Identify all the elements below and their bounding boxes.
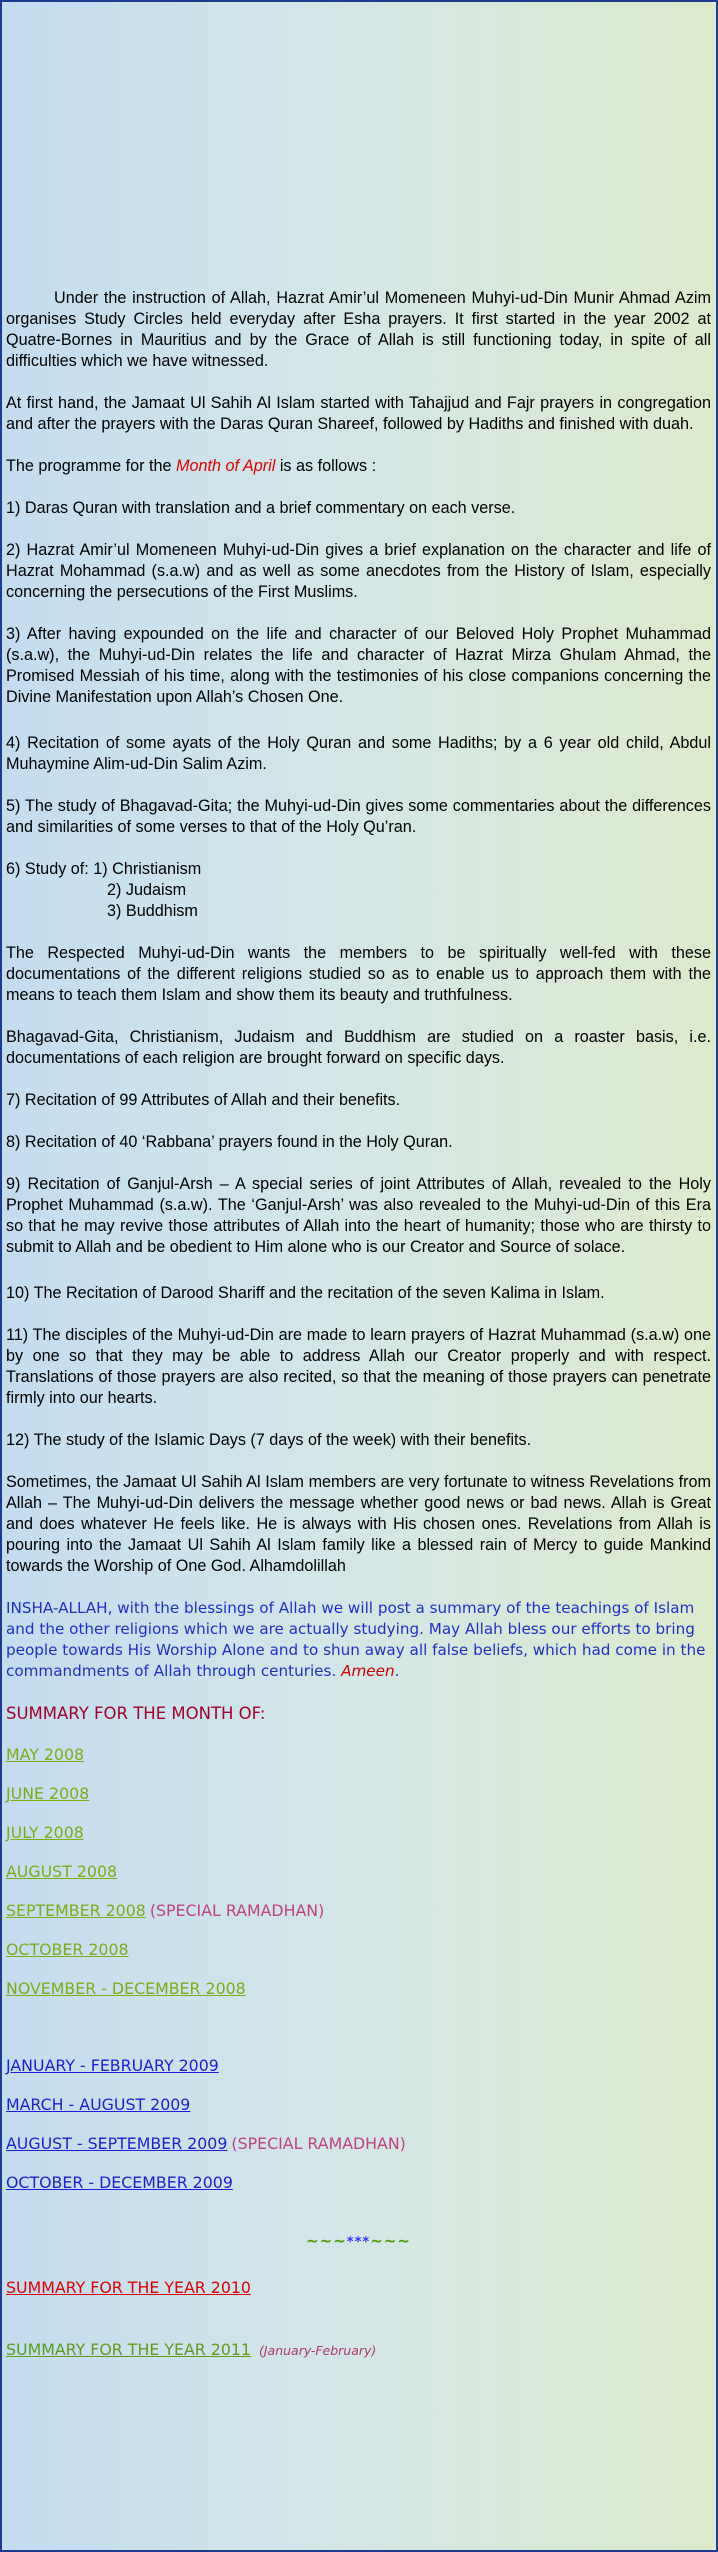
link-may-2008[interactable]: MAY 2008: [6, 1745, 85, 1764]
item-3: 3) After having expounded on the life and character of our Beloved Holy Prophet Muhammad (s.a.w), the Muhyi-ud-Din relates the life and character of Hazrat Mirza Ghulam Ahmad, the Promised Messiah of his time, along with the testimonies of his close companions concerning the Divine Manifestation upon Allah’s Chosen One.: [6, 625, 711, 706]
revelations-paragraph: Sometimes, the Jamaat Ul Sahih Al Islam members are very fortunate to witness Revelations from Allah – The Muhyi-ud-Din delivers the message whether good news or bad news. Allah is Great and does whatever He feels like. He is always with His chosen ones. Revelations from Allah is pouring into the Jamaat Ul Sahih Al Islam family like a blessed rain of Mercy to guide Mankind towards the Worship of One God. Alhamdolillah: [6, 1473, 711, 1575]
programme-prefix: The programme for the: [6, 457, 177, 475]
divider-tildes-left: ~~~: [306, 2232, 347, 2250]
link-year-2011[interactable]: SUMMARY FOR THE YEAR 2011: [6, 2340, 251, 2359]
link-row: [6, 2133, 711, 2172]
link-july-2008[interactable]: JULY 2008: [6, 1823, 84, 1842]
ornament-divider: [6, 2231, 711, 2253]
link-row: [6, 1900, 711, 1939]
item-5: 5) The study of Bhagavad-Gita; the Muhyi-ud-Din gives some commentaries about the differences and similarities of some verses to that of the Holy Qu’ran.: [6, 797, 711, 836]
ameen-text: Ameen: [341, 1662, 395, 1680]
item-6-line-1: 6) Study of: 1) Christianism: [6, 860, 202, 878]
link-row: [6, 2277, 711, 2339]
item-9: 9) Recitation of Ganjul-Arsh – A special series of joint Attributes of Allah, revealed to the Holy Prophet Muhammad (s.a.w). The ‘Ganjul-Arsh’ was also revealed to the Muhyi-ud-Din of this Era so that he may revive those attributes of Allah into the heart of humanity; those who are thirsty to submit to Allah and be obedient to Him alone who is our Creator and Source of solace.: [6, 1175, 711, 1256]
item-12: 12) The study of the Islamic Days (7 days of the week) with their benefits.: [6, 1431, 532, 1449]
item-8: 8) Recitation of 40 ‘Rabbana’ prayers found in the Holy Quran.: [6, 1133, 453, 1151]
link-row: [6, 1861, 711, 1900]
roaster-paragraph: Bhagavad-Gita, Christianism, Judaism and Buddhism are studied on a roaster basis, i.e. documentations of each religion are brought forward on specific days.: [6, 1028, 711, 1067]
item-6: [6, 859, 711, 922]
insha-text: INSHA-ALLAH, with the blessings of Allah we will post a summary of the teachings of Islam and the other religions which we are actually studying. May Allah bless our efforts to bring people towards His Worship Alone and to shun away all false beliefs, which had come in the commandments of Allah through centuries.: [6, 1599, 706, 1680]
special-ramadhan-note: (SPECIAL RAMADHAN): [231, 2134, 406, 2153]
link-row: [6, 1783, 711, 1822]
first-hand-paragraph: At first hand, the Jamaat Ul Sahih Al Islam started with Tahajjud and Fajr prayers in congregation and after the prayers with the Daras Quran Shareef, followed by Hadiths and finished with duah.: [6, 394, 711, 433]
programme-suffix: is as follows :: [275, 457, 377, 475]
summary-heading: SUMMARY FOR THE MONTH OF:: [6, 1704, 266, 1723]
item-7: 7) Recitation of 99 Attributes of Allah and their benefits.: [6, 1091, 401, 1109]
link-year-2010[interactable]: SUMMARY FOR THE YEAR 2010: [6, 2278, 251, 2297]
link-august-2008[interactable]: AUGUST 2008: [6, 1862, 118, 1881]
item-11: 11) The disciples of the Muhyi-ud-Din are made to learn prayers of Hazrat Muhammad (s.a.w) one by one so that they may be able to address Allah our Creator properly and with respect. Translations of those prayers are also recited, so that the meaning of those prayers can penetrate firmly into our hearts.: [6, 1326, 711, 1407]
link-row: [6, 1744, 711, 1783]
link-row: [6, 2094, 711, 2133]
programme-month: Month of April: [176, 457, 276, 475]
link-aug-sep-2009[interactable]: AUGUST - SEPTEMBER 2009: [6, 2134, 228, 2153]
item-4: 4) Recitation of some ayats of the Holy Quran and some Hadiths; by a 6 year old child, Abdul Muhaymine Alim-ud-Din Salim Azim.: [6, 734, 711, 773]
year-2011-note: (January-February): [258, 2343, 377, 2358]
summary-links: [6, 1744, 711, 2211]
link-oct-dec-2009[interactable]: OCTOBER - DECEMBER 2009: [6, 2173, 233, 2192]
link-jan-feb-2009[interactable]: JANUARY - FEBRUARY 2009: [6, 2056, 219, 2075]
link-row: [6, 1978, 711, 2017]
item-10: 10) The Recitation of Darood Shariff and the recitation of the seven Kalima in Islam.: [6, 1284, 605, 1302]
item-6-line-3: 3) Buddhism: [107, 902, 198, 920]
divider-tildes-right: ~~~: [370, 2232, 411, 2250]
link-row: [6, 2055, 711, 2094]
article-body: [6, 288, 711, 2362]
special-ramadhan-note: (SPECIAL RAMADHAN): [149, 1901, 325, 1920]
divider-stars: ***: [346, 2235, 371, 2250]
insha-end: .: [394, 1662, 400, 1680]
programme-line: [6, 456, 711, 477]
year-links: [6, 2277, 711, 2362]
respected-paragraph: The Respected Muhyi-ud-Din wants the members to be spiritually well-fed with these documentations of the different religions studied so as to enable us to approach them with the means to teach them Islam and show them its beauty and truthfulness.: [6, 944, 711, 1004]
link-row: [6, 1939, 711, 1978]
link-row: [6, 2172, 711, 2211]
link-row: [6, 1822, 711, 1861]
link-june-2008[interactable]: JUNE 2008: [6, 1784, 90, 1803]
item-6-line-2: 2) Judaism: [107, 881, 187, 899]
spacer: [6, 2017, 711, 2055]
intro-paragraph: Under the instruction of Allah, Hazrat Amir’ul Momeneen Muhyi-ud-Din Munir Ahmad Azim organises Study Circles held everyday after Esha prayers. It first started in the year 2002 at Quatre-Bornes in Mauritius and by the Grace of Allah is still functioning today, in spite of all difficulties which we have witnessed.: [6, 289, 711, 370]
link-september-2008[interactable]: SEPTEMBER 2008: [6, 1901, 146, 1920]
link-row: [6, 2339, 711, 2362]
insha-allah-paragraph: [6, 1598, 711, 1682]
item-1: 1) Daras Quran with translation and a brief commentary on each verse.: [6, 499, 516, 517]
link-october-2008[interactable]: OCTOBER 2008: [6, 1940, 129, 1959]
link-nov-dec-2008[interactable]: NOVEMBER - DECEMBER 2008: [6, 1979, 246, 1998]
link-mar-aug-2009[interactable]: MARCH - AUGUST 2009: [6, 2095, 191, 2114]
item-2: 2) Hazrat Amir’ul Momeneen Muhyi-ud-Din gives a brief explanation on the character and life of Hazrat Mohammad (s.a.w) and as well as some anecdotes from the History of Islam, especially concerning the persecutions of the First Muslims.: [6, 541, 711, 601]
